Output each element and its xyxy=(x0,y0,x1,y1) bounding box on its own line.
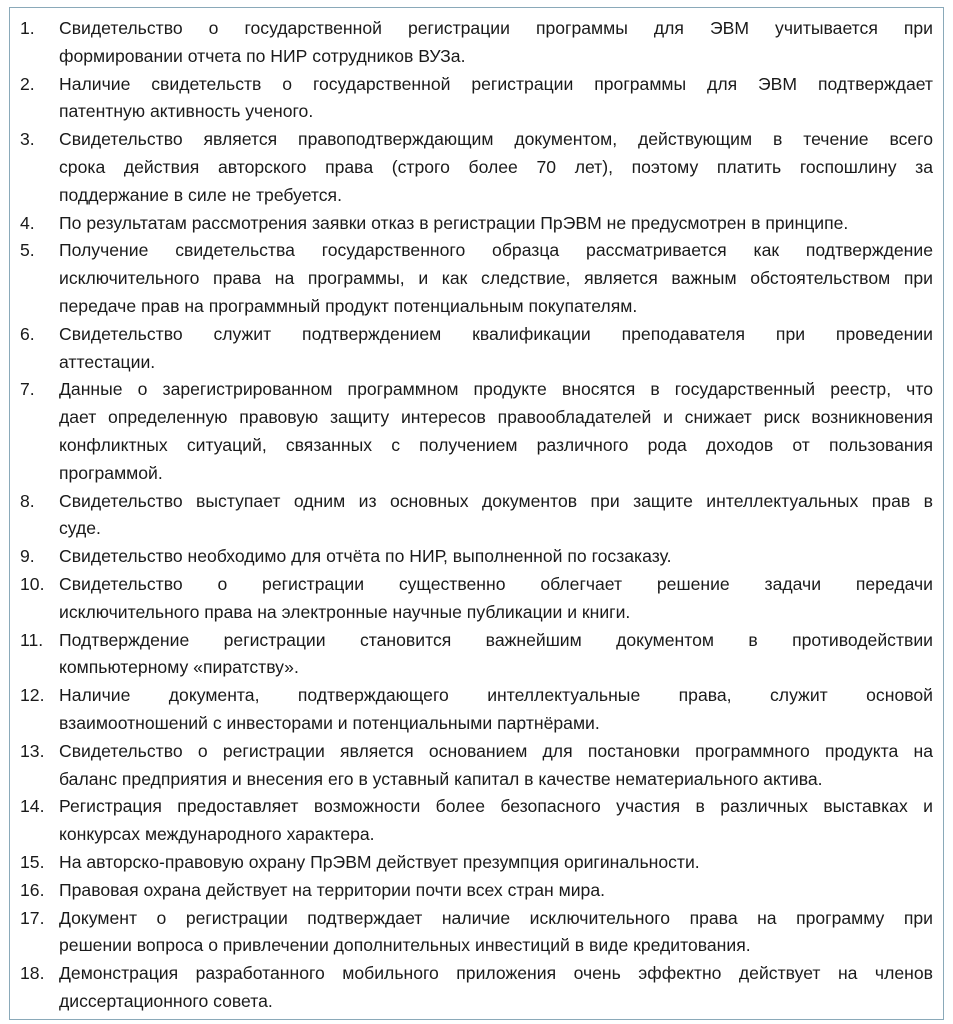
text-line: передаче прав на программный продукт потенциальным покупателям. xyxy=(59,295,638,316)
item-text xyxy=(59,237,933,320)
list-item xyxy=(20,488,933,544)
list-item xyxy=(20,126,933,209)
text-line: компьютерному «пиратству». xyxy=(59,657,299,678)
list-item xyxy=(20,849,933,877)
item-number: 11. xyxy=(20,629,44,650)
item-number: 16. xyxy=(20,879,45,900)
item-text xyxy=(59,877,933,905)
text-line: Свидетельство о государственной регистрации программы для ЭВМ учитывается при xyxy=(59,18,933,38)
list-item xyxy=(20,543,933,571)
item-text xyxy=(59,126,933,209)
text-line: Свидетельство о регистрации является основанием для постановки программного продукта на xyxy=(59,740,933,761)
list-item xyxy=(20,376,933,487)
item-number: 12. xyxy=(20,685,45,706)
item-text xyxy=(59,15,933,71)
item-number: 13. xyxy=(20,740,45,761)
list-item xyxy=(20,237,933,320)
item-text xyxy=(59,543,933,571)
list-item xyxy=(20,877,933,905)
item-number: 9. xyxy=(20,546,35,567)
item-number: 7. xyxy=(20,379,35,400)
text-line: Наличие свидетельств о государственной регистрации программы для ЭВМ подтверждает xyxy=(59,73,933,94)
item-number: 1. xyxy=(20,18,35,38)
list-item xyxy=(20,210,933,238)
list-item xyxy=(20,571,933,627)
item-number: 4. xyxy=(20,212,35,233)
text-line: аттестации. xyxy=(59,351,156,372)
item-number: 8. xyxy=(20,490,35,511)
text-line: Подтверждение регистрации становится важнейшим документом в противодействии xyxy=(59,629,933,650)
text-line: На авторско-правовую охрану ПрЭВМ действует презумпция оригинальности. xyxy=(59,851,700,872)
item-number: 5. xyxy=(20,240,35,261)
text-line: исключительного права на программы, и как следствие, является важным обстоятельством при xyxy=(59,268,933,289)
text-line: Свидетельство выступает одним из основных документов при защите интеллектуальных прав в xyxy=(59,490,933,511)
text-line: диссертационного совета. xyxy=(59,990,273,1011)
item-text xyxy=(59,71,933,127)
item-number: 17. xyxy=(20,907,45,928)
item-text xyxy=(59,849,933,877)
list-item xyxy=(20,15,933,71)
item-text xyxy=(59,682,933,738)
text-line: конфликтных ситуаций, связанных с получением различного рода доходов от пользования xyxy=(59,434,933,455)
text-line: решении вопроса о привлечении дополнительных инвестиций в виде кредитования. xyxy=(59,935,751,956)
text-line: исключительного права на электронные научные публикации и книги. xyxy=(59,601,631,622)
list-item xyxy=(20,905,933,961)
item-text xyxy=(59,571,933,627)
text-line: баланс предприятия и внесения его в уставный капитал в качестве нематериального актива. xyxy=(59,768,823,789)
item-text xyxy=(59,321,933,377)
document-frame xyxy=(9,7,944,1020)
item-text xyxy=(59,793,933,849)
text-line: Наличие документа, подтверждающего интеллектуальные права, служит основой xyxy=(59,685,933,706)
item-number: 6. xyxy=(20,323,35,344)
text-line: Свидетельство о регистрации существенно облегчает решение задачи передачи xyxy=(59,573,933,594)
item-number: 2. xyxy=(20,73,35,94)
item-number: 14. xyxy=(20,796,45,817)
text-line: Регистрация предоставляет возможности более безопасного участия в различных выставках и xyxy=(59,796,933,817)
list-item xyxy=(20,321,933,377)
item-text xyxy=(59,376,933,487)
item-text xyxy=(59,905,933,961)
text-line: Свидетельство служит подтверждением квалификации преподавателя при проведении xyxy=(59,323,933,344)
text-line: формировании отчета по НИР сотрудников ВУЗа. xyxy=(59,45,466,66)
item-text xyxy=(59,210,933,238)
text-line: конкурсах международного характера. xyxy=(59,824,375,845)
text-line: Свидетельство является правоподтверждающим документом, действующим в течение всего xyxy=(59,129,933,150)
text-line: Данные о зарегистрированном программном продукте вносятся в государственный реестр, что xyxy=(59,379,933,400)
item-number: 18. xyxy=(20,963,45,984)
text-line: Свидетельство необходимо для отчёта по НИР, выполненной по госзаказу. xyxy=(59,546,672,567)
text-line: срока действия авторского права (строго более 70 лет), поэтому платить госпошлину за xyxy=(59,156,933,177)
list-item xyxy=(20,738,933,794)
text-line: Документ о регистрации подтверждает наличие исключительного права на программу при xyxy=(59,907,933,928)
text-line: программой. xyxy=(59,462,163,483)
numbered-list xyxy=(20,15,933,1016)
list-item xyxy=(20,960,933,1016)
text-line: поддержание в силе не требуется. xyxy=(59,184,342,205)
text-line: взаимоотношений с инвесторами и потенциальными партнёрами. xyxy=(59,712,600,733)
item-text xyxy=(59,627,933,683)
item-text xyxy=(59,738,933,794)
item-text xyxy=(59,488,933,544)
text-line: дает определенную правовую защиту интересов правообладателей и снижает риск возникновения xyxy=(59,407,933,428)
item-text xyxy=(59,960,933,1016)
item-number: 10. xyxy=(20,573,45,594)
text-line: По результатам рассмотрения заявки отказ в регистрации ПрЭВМ не предусмотрен в принципе. xyxy=(59,212,849,233)
text-line: патентную активность ученого. xyxy=(59,101,314,122)
list-item xyxy=(20,682,933,738)
text-line: Правовая охрана действует на территории почти всех стран мира. xyxy=(59,879,605,900)
text-line: суде. xyxy=(59,518,101,539)
list-item xyxy=(20,793,933,849)
list-item xyxy=(20,627,933,683)
item-number: 3. xyxy=(20,129,35,150)
text-line: Демонстрация разработанного мобильного приложения очень эффектно действует на членов xyxy=(59,963,933,984)
list-item xyxy=(20,71,933,127)
item-number: 15. xyxy=(20,851,45,872)
text-line: Получение свидетельства государственного образца рассматривается как подтверждение xyxy=(59,240,933,261)
